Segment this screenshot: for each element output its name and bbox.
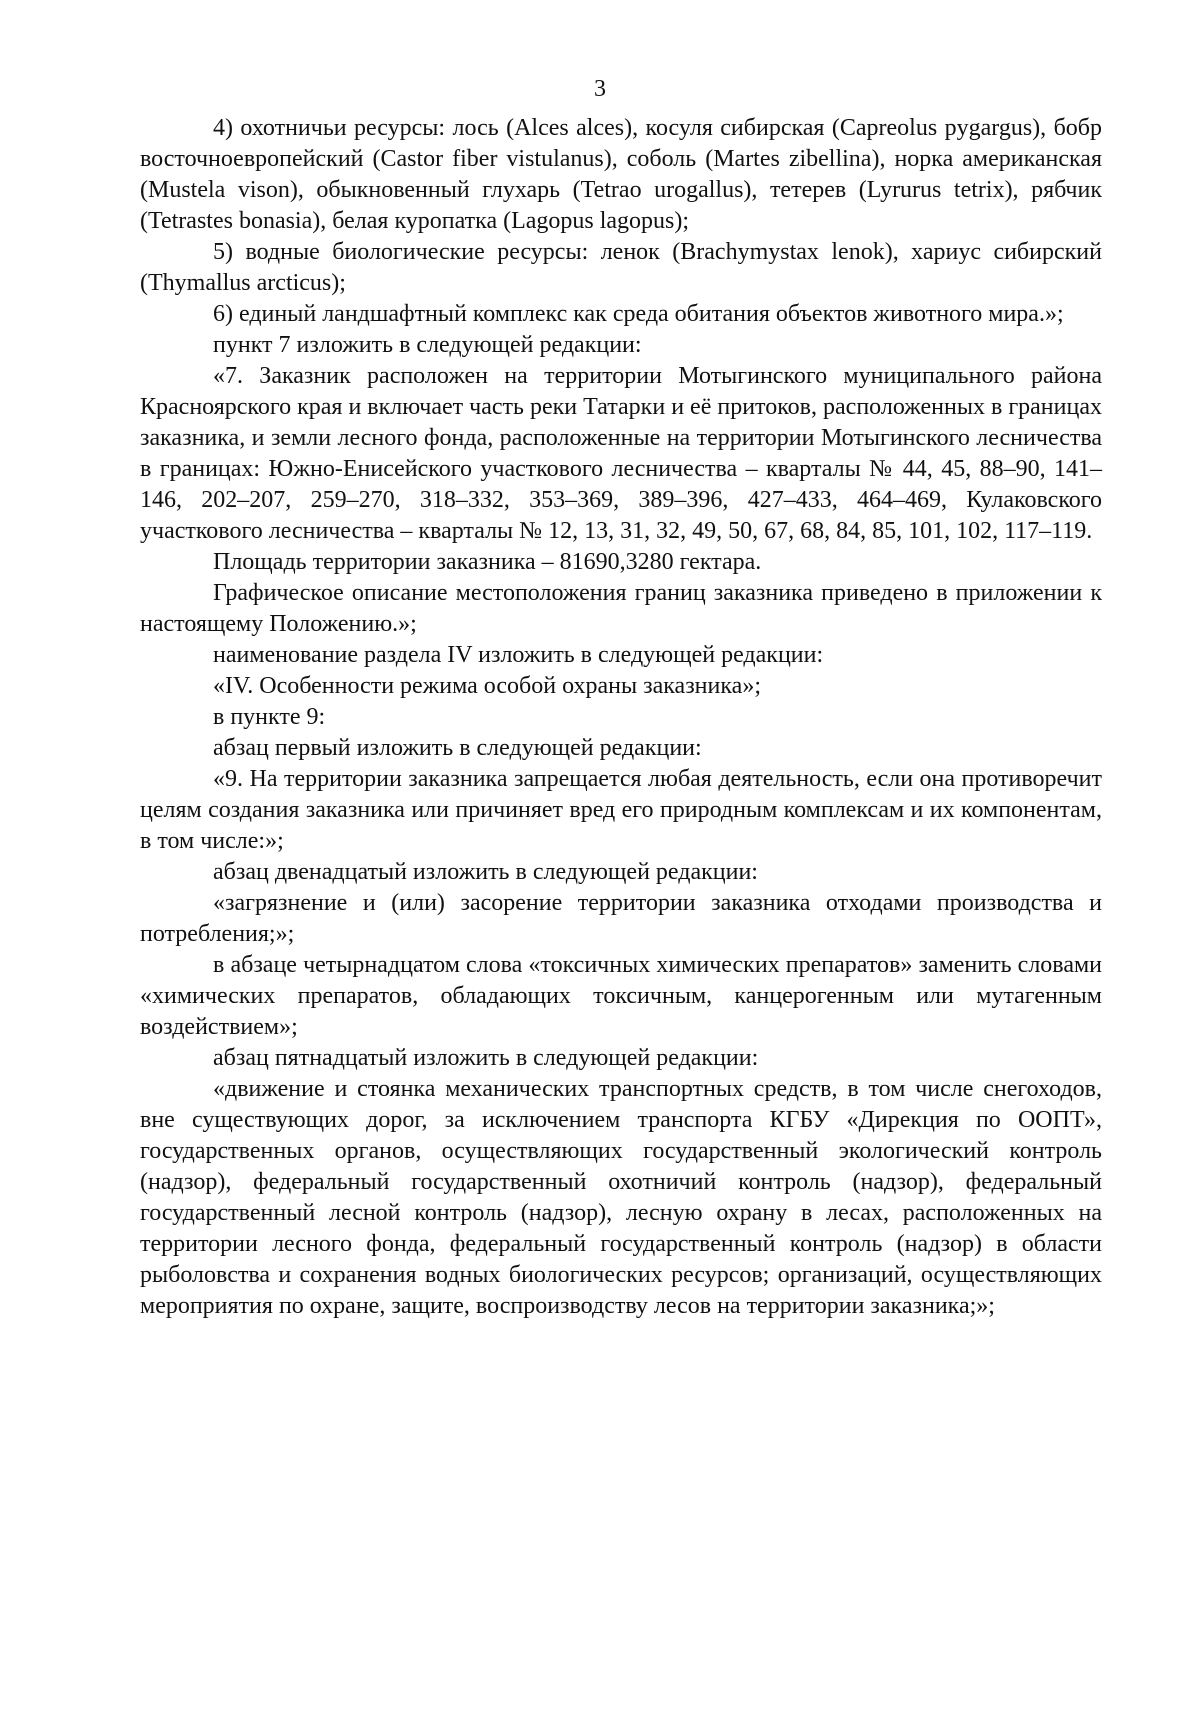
paragraph-aquatic-resources: 5) водные биологические ресурсы: ленок (Brachymystax lenok), хариус сибирский (Thymallus arcticus); xyxy=(140,239,1102,296)
paragraph-item7-instruction: пункт 7 изложить в следующей редакции: xyxy=(213,332,642,358)
paragraph-twelfth-instruction: абзац двенадцатый изложить в следующей редакции: xyxy=(213,859,758,885)
paragraph-graphic-description: Графическое описание местоположения границ заказника приведено в приложении к настоящему Положению.»; xyxy=(140,580,1102,637)
paragraph-hunting-resources: 4) охотничьи ресурсы: лось (Alces alces), косуля сибирская (Capreolus pygargus), бобр восточноевропейский (Castor fiber vistulanus), соболь (Martes zibellina), норка американская (Mustela vison), обыкновенный глухарь (Tetrao urogallus), тетерев (Lyrurus tetrix), рябчик (Tetrastes bonasia), белая куропатка (Lagopus lagopus); xyxy=(140,115,1102,234)
paragraph-area: Площадь территории заказника – 81690,3280 гектара. xyxy=(213,549,762,575)
paragraph-vehicles: «движение и стоянка механических транспортных средств, в том числе снегоходов, вне существующих дорог, за исключением транспорта КГБУ «Дирекция по ООПТ», государственных органов, осуществляющих государственный экологический контроль (надзор), федеральный государственный охотничий контроль (надзор), федеральный государственный лесной контроль (надзор), лесную охрану в лесах, расположенных на территории лесного фонда, федеральный государственный контроль (надзор) в области рыболовства и сохранения водных биологических ресурсов; организаций, осуществляющих мероприятия по охране, защите, воспроизводству лесов на территории заказника;»; xyxy=(140,1076,1102,1319)
page-number: 3 xyxy=(594,76,606,102)
paragraph-section4-title: «IV. Особенности режима особой охраны заказника»; xyxy=(213,673,761,699)
paragraph-section4-instruction: наименование раздела IV изложить в следующей редакции: xyxy=(213,642,824,668)
paragraph-item9-text: «9. На территории заказника запрещается любая деятельность, если она противоречит целям создания заказника или причиняет вред его природным комплексам и их компонентам, в том числе:»; xyxy=(140,766,1102,854)
paragraph-landscape-complex: 6) единый ландшафтный комплекс как среда обитания объектов животного мира.»; xyxy=(213,301,1064,327)
paragraph-fifteenth-instruction: абзац пятнадцатый изложить в следующей редакции: xyxy=(213,1045,759,1071)
paragraph-fourteenth-replacement: в абзаце четырнадцатом слова «токсичных химических препаратов» заменить словами «химических препаратов, обладающих токсичным, канцерогенным или мутагенным воздействием»; xyxy=(140,952,1102,1040)
paragraph-item9: в пункте 9: xyxy=(213,704,326,730)
document-body xyxy=(140,113,1102,1322)
paragraph-pollution: «загрязнение и (или) засорение территории заказника отходами производства и потребления;»; xyxy=(140,890,1102,947)
paragraph-first-subparagraph-instruction: абзац первый изложить в следующей редакции: xyxy=(213,735,702,761)
paragraph-item7-text: «7. Заказник расположен на территории Мотыгинского муниципального района Красноярского края и включает часть реки Татарки и её притоков, расположенных в границах заказника, и земли лесного фонда, расположенные на территории Мотыгинского лесничества в границах: Южно-Енисейского участкового лесничества – кварталы № 44, 45, 88–90, 141–146, 202–207, 259–270, 318–332, 353–369, 389–396, 427–433, 464–469, Кулаковского участкового лесничества – кварталы № 12, 13, 31, 32, 49, 50, 67, 68, 84, 85, 101, 102, 117–119. xyxy=(140,363,1102,544)
